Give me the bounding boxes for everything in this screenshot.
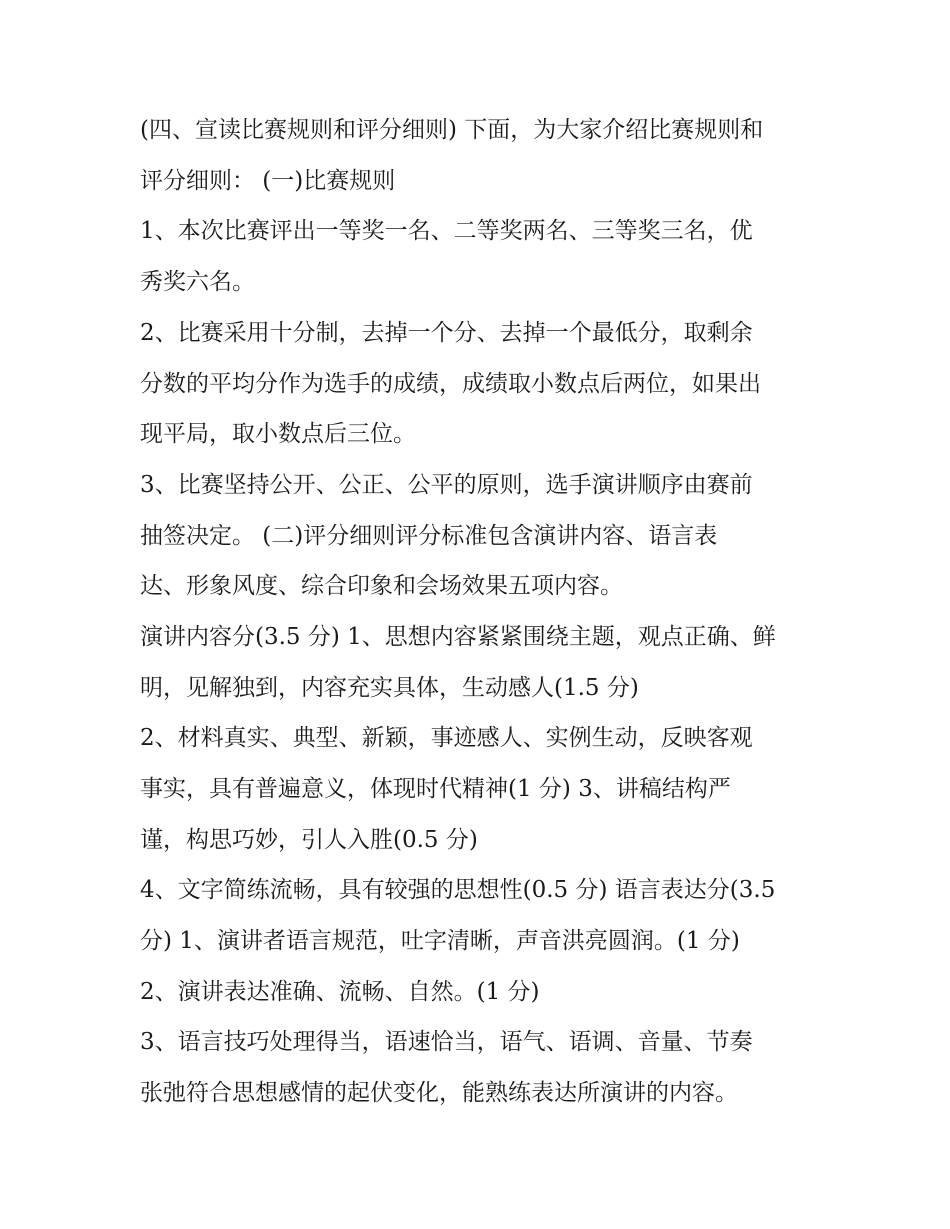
text-line: 张弛符合思想感情的起伏变化，能熟练表达所演讲的内容。	[140, 1080, 738, 1106]
text-line: 现平局，取小数点后三位。	[140, 421, 416, 447]
text-line: 达、形象风度、综合印象和会场效果五项内容。	[140, 573, 623, 599]
text-line: 3、语言技巧处理得当，语速恰当，语气、语调、音量、节奏	[140, 1029, 753, 1055]
text-line: 谨，构思巧妙，引人入胜(0.5 分)	[140, 827, 478, 853]
text-line: 事实，具有普遍意义，体现时代精神(1 分) 3、讲稿结构严	[140, 776, 731, 802]
text-line: 2、材料真实、典型、新颖，事迹感人、实例生动，反映客观	[140, 725, 753, 751]
text-line: 4、文字简练流畅，具有较强的思想性(0.5 分) 语言表达分(3.5	[140, 877, 776, 903]
text-line: (四、宣读比赛规则和评分细则) 下面，为大家介绍比赛规则和	[140, 117, 764, 143]
text-line: 分) 1、演讲者语言规范，吐字清晰，声音洪亮圆润。(1 分)	[140, 928, 740, 954]
text-line: 2、演讲表达准确、流畅、自然。(1 分)	[140, 979, 540, 1005]
text-line: 抽签决定。 (二)评分细则评分标准包含演讲内容、语言表	[140, 523, 718, 549]
text-line: 3、比赛坚持公开、公正、公平的原则，选手演讲顺序由赛前	[140, 472, 753, 498]
text-line: 秀奖六名。	[140, 269, 255, 295]
text-line: 分数的平均分作为选手的成绩，成绩取小数点后两位，如果出	[140, 371, 761, 397]
text-line: 2、比赛采用十分制，去掉一个分、去掉一个最低分，取剩余	[140, 320, 753, 346]
text-line: 1、本次比赛评出一等奖一名、二等奖两名、三等奖三名，优	[140, 218, 753, 244]
text-line: 评分细则： (一)比赛规则	[140, 168, 396, 194]
text-line: 演讲内容分(3.5 分) 1、思想内容紧紧围绕主题，观点正确、鲜	[140, 624, 776, 650]
text-line: 明，见解独到，内容充实具体，生动感人(1.5 分)	[140, 675, 639, 701]
